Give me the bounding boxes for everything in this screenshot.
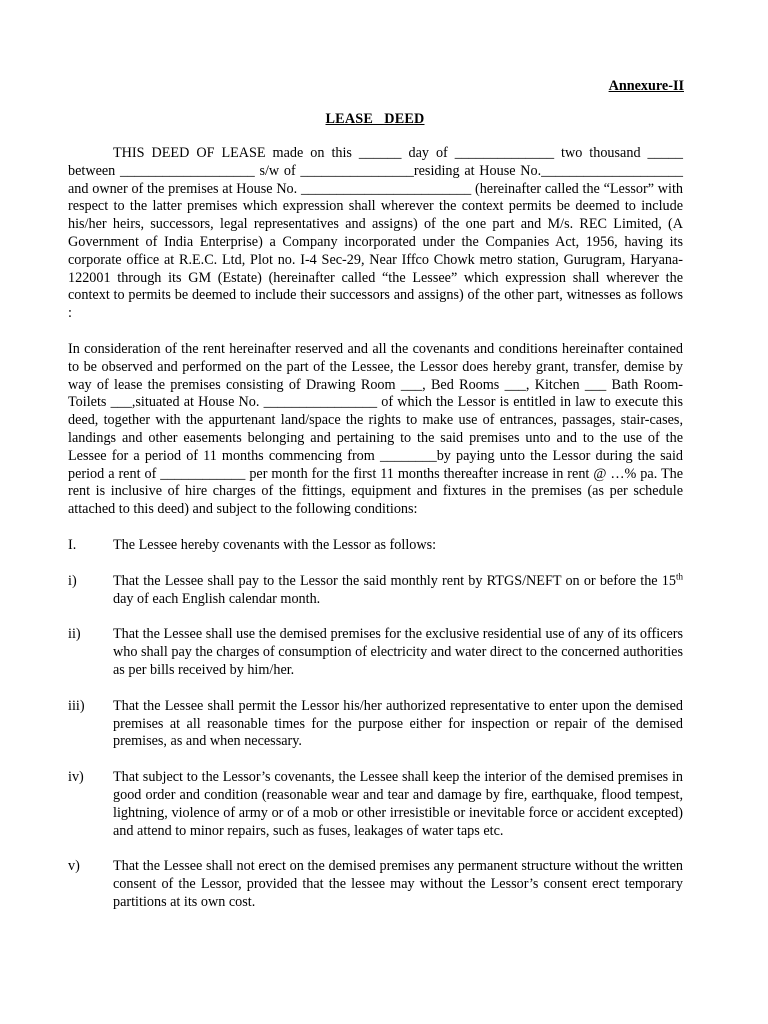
clause-text: That the Lessee shall not erect on the demised premises any permanent structure without the written consent of the Lessor, provided that the lessee may without the Lessor’s consent erect temporary partitions at its own cost. — [113, 858, 683, 910]
clause-item — [68, 537, 683, 555]
clause-item — [68, 573, 683, 609]
clause-item — [68, 858, 683, 911]
clause-text — [113, 573, 683, 609]
clause-item — [68, 698, 683, 751]
ordinal-suffix: th — [675, 571, 683, 581]
opening-paragraph: THIS DEED OF LEASE made on this ______ day of ______________ two thousand _____ between ___________________ s/w of ________________residing at House No.____________________ and owner of the premises at House No. ________________________ (hereinafter called the “Lessor” with respect to the latter premises which expression shall wherever the context permits be deemed to include his/her heirs, successors, legal representatives and assigns) of the one part and M/s. REC Limited, (A Government of India Enterprise) a Company incorporated under the Companies Act, 1956, having its corporate office at R.E.C. Ltd, Plot no. I-4 Sec-29, Near Iffco Chowk metro station, Gurugram, Haryana-122001 through its GM (Estate) (hereinafter called “the Lessee” which expression shall wherever the context to permits be deemed to include their successors and assigns) of the other part, witnesses as follows : — [68, 145, 683, 322]
clause-text: The Lessee hereby covenants with the Lessor as follows: — [113, 536, 437, 553]
clause-text-part: day of each English calendar month. — [113, 590, 321, 607]
clause-text: That the Lessee shall use the demised premises for the exclusive residential use of any of its officers who shall pay the charges of consumption of electricity and water direct to the concerned authorities as per bills received by him/her. — [113, 626, 683, 678]
clause-text: That subject to the Lessor’s covenants, the Lessee shall keep the interior of the demised premises in good order and condition (reasonable wear and tear and damage by fire, earthquake, flood tempest, lightning, violence of army or of a mob or other irresistible or inevitable force or accident excepted) and attend to minor repairs, such as fuses, leakages of water taps etc. — [113, 769, 683, 839]
clause-number: iii) — [68, 697, 85, 714]
clause-text: That the Lessee shall permit the Lessor his/her authorized representative to enter upon the demised premises at all reasonable times for the purpose either for inspection or repair of the demised premises, as and when necessary. — [113, 697, 683, 750]
clause-number: i) — [68, 572, 77, 589]
consideration-paragraph: In consideration of the rent hereinafter reserved and all the covenants and conditions hereinafter contained to be observed and performed on the part of the Lessee, the Lessor does hereby grant, transfer, demise by way of lease the premises consisting of Drawing Room ___, Bed Rooms ___, Kitchen ___ Bath Room-Toilets ___,situated at House No. ________________ of which the Lessor is entitled in law to execute this deed, together with the appurtenant land/space the rights to make use of entrances, passages, stair-cases, landings and other easements belonging and pertaining to the said premises unto and to the use of the Lessee for a period of 11 months commencing from ________by paying unto the Lessor during the said period a rent of ____________ per month for the first 11 months thereafter increase in rent @ …% pa. The rent is inclusive of hire charges of the fittings, equipment and fixtures in the premises (as per schedule attached to this deed) and subject to the following conditions: — [68, 340, 683, 518]
clause-number: v) — [68, 858, 80, 875]
clause-item — [68, 626, 683, 679]
document-title: LEASE DEED — [325, 111, 425, 127]
document-body — [68, 145, 683, 912]
clause-number: I. — [68, 536, 77, 553]
clause-text-part: That the Lessee shall pay to the Lessor the said monthly rent by RTGS/NEFT on or before the 15 — [113, 572, 676, 589]
clause-item — [68, 769, 683, 840]
clause-number: iv) — [68, 769, 84, 786]
annexure-label: Annexure-II — [608, 78, 684, 94]
clause-number: ii) — [68, 626, 81, 643]
